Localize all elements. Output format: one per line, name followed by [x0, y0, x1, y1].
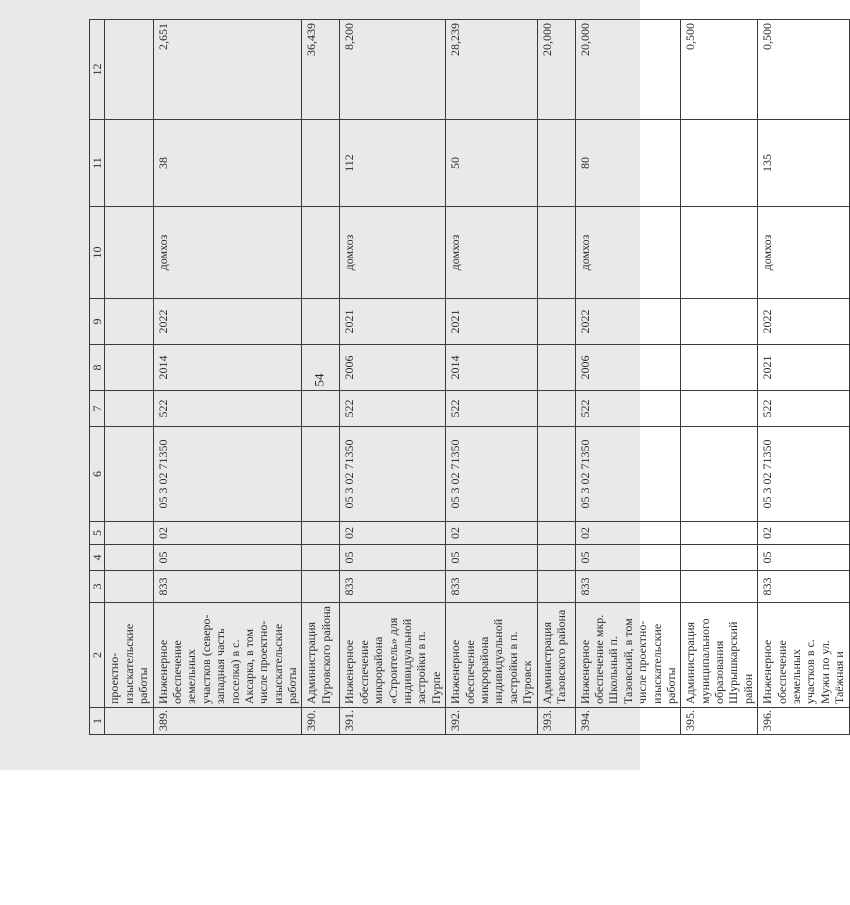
row-name-cell: Администрация Тазовского района — [537, 603, 575, 708]
row-name-cell: Инженерное обеспечение земельных участков в с. Мужи по ул. Таёжная и — [758, 603, 849, 708]
table-cell — [537, 391, 575, 427]
table-cell: 2022 — [575, 299, 681, 345]
table-cell — [537, 299, 575, 345]
table-row — [446, 20, 537, 735]
row-name-cell: Администрация Пуровского района — [302, 603, 340, 708]
table-cell — [537, 207, 575, 299]
table-cell — [681, 522, 758, 545]
table-cell: 20,000 — [575, 20, 681, 120]
page-number: 54 — [311, 373, 327, 387]
row-name-cell: Администрация муниципального образования Шурышкарский район — [681, 603, 758, 708]
table-cell: 522 — [340, 391, 446, 427]
table-cell — [681, 345, 758, 391]
table-cell — [681, 545, 758, 571]
table-cell — [105, 571, 153, 603]
column-header: 3 — [90, 571, 105, 603]
table-cell: 0,500 — [681, 20, 758, 120]
rotated-table-wrapper — [89, 20, 847, 735]
table-cell — [302, 120, 340, 207]
table-cell — [681, 207, 758, 299]
row-name-cell: Инженерное обеспечение микрорайона индивидуальной застройки в п. Пуровск — [446, 603, 537, 708]
table-cell: 02 — [446, 522, 537, 545]
table-cell — [681, 391, 758, 427]
table-cell: 135 — [758, 120, 849, 207]
table-cell: 05 3 02 71350 — [575, 427, 681, 522]
row-number-cell: 395. — [681, 708, 758, 735]
table-cell: 50 — [446, 120, 537, 207]
column-header: 7 — [90, 391, 105, 427]
table-row — [302, 20, 340, 735]
row-number-cell: 392. — [446, 708, 537, 735]
row-number-cell — [105, 708, 153, 735]
column-header: 9 — [90, 299, 105, 345]
table-cell: 833 — [340, 571, 446, 603]
table-row — [681, 20, 758, 735]
table-cell: 02 — [340, 522, 446, 545]
row-number-cell: 389. — [153, 708, 302, 735]
table-cell — [681, 120, 758, 207]
header-row — [90, 20, 105, 735]
table-cell — [302, 545, 340, 571]
table-cell: 833 — [575, 571, 681, 603]
table-cell: 02 — [153, 522, 302, 545]
table-cell: 522 — [575, 391, 681, 427]
table-row — [105, 20, 153, 735]
row-number-cell: 394. — [575, 708, 681, 735]
table-cell — [105, 545, 153, 571]
row-number-cell: 390. — [302, 708, 340, 735]
table-cell: 05 — [340, 545, 446, 571]
table-cell: 80 — [575, 120, 681, 207]
column-header: 1 — [90, 708, 105, 735]
row-name-cell: проектно-изыскательские работы — [105, 603, 153, 708]
table-cell: 2022 — [153, 299, 302, 345]
row-name-cell: Инженерное обеспечение земельных участков (северо-западная часть поселка) в с. Аксарка, в том числе проектно-изыскательские работы — [153, 603, 302, 708]
table-cell: домхоз — [340, 207, 446, 299]
table-cell — [537, 522, 575, 545]
table-cell — [105, 207, 153, 299]
column-header: 4 — [90, 545, 105, 571]
table-cell — [105, 522, 153, 545]
table-cell: 833 — [153, 571, 302, 603]
table-cell — [105, 427, 153, 522]
table-cell — [105, 299, 153, 345]
table-cell: 36,439 — [302, 20, 340, 120]
table-cell: 2014 — [446, 345, 537, 391]
table-cell: 02 — [575, 522, 681, 545]
table-cell — [105, 20, 153, 120]
column-header: 12 — [90, 20, 105, 120]
table-cell — [302, 391, 340, 427]
table-cell: 05 3 02 71350 — [446, 427, 537, 522]
table-cell: 28,239 — [446, 20, 537, 120]
table-cell: 833 — [758, 571, 849, 603]
table-cell: домхоз — [575, 207, 681, 299]
column-header: 11 — [90, 120, 105, 207]
table-cell: 05 — [446, 545, 537, 571]
table-cell: 522 — [446, 391, 537, 427]
budget-table — [89, 19, 850, 735]
table-cell — [537, 571, 575, 603]
table-cell — [302, 207, 340, 299]
table-cell: домхоз — [758, 207, 849, 299]
column-header: 6 — [90, 427, 105, 522]
table-row — [153, 20, 302, 735]
table-cell — [105, 391, 153, 427]
table-cell — [681, 427, 758, 522]
table-cell — [302, 345, 340, 391]
table-cell: 20,000 — [537, 20, 575, 120]
table-cell: домхоз — [446, 207, 537, 299]
table-cell: 05 3 02 71350 — [340, 427, 446, 522]
column-header: 10 — [90, 207, 105, 299]
table-cell: 2022 — [758, 299, 849, 345]
table-cell — [302, 522, 340, 545]
row-number-cell: 393. — [537, 708, 575, 735]
table-cell: 38 — [153, 120, 302, 207]
table-cell: домхоз — [153, 207, 302, 299]
table-cell: 2006 — [340, 345, 446, 391]
table-cell: 05 — [575, 545, 681, 571]
table-row — [537, 20, 575, 735]
table-cell: 2006 — [575, 345, 681, 391]
table-cell: 2014 — [153, 345, 302, 391]
table-cell: 8,200 — [340, 20, 446, 120]
table-cell — [105, 120, 153, 207]
table-cell: 02 — [758, 522, 849, 545]
row-number-cell: 396. — [758, 708, 849, 735]
table-cell: 2021 — [758, 345, 849, 391]
table-cell — [681, 571, 758, 603]
table-cell: 2021 — [446, 299, 537, 345]
table-cell — [537, 345, 575, 391]
table-cell: 05 — [153, 545, 302, 571]
column-header: 2 — [90, 603, 105, 708]
row-number-cell: 391. — [340, 708, 446, 735]
table-cell: 833 — [446, 571, 537, 603]
table-cell: 522 — [758, 391, 849, 427]
table-cell — [302, 571, 340, 603]
table-cell — [537, 120, 575, 207]
table-cell — [537, 427, 575, 522]
table-row — [340, 20, 446, 735]
column-header: 5 — [90, 522, 105, 545]
table-cell: 522 — [153, 391, 302, 427]
table-cell: 0,500 — [758, 20, 849, 120]
table-cell: 05 3 02 71350 — [758, 427, 849, 522]
table-row — [575, 20, 681, 735]
table-cell: 05 — [758, 545, 849, 571]
row-name-cell: Инженерное обеспечение мкр. Школьный п. Тазовский, в том числе проектно-изыскательские работы — [575, 603, 681, 708]
table-cell — [105, 345, 153, 391]
table-cell: 05 3 02 71350 — [153, 427, 302, 522]
row-name-cell: Инженерное обеспечение микрорайона «Строитель» для индивидуальной застройки в п. Пурпе — [340, 603, 446, 708]
table-row — [758, 20, 849, 735]
table-cell — [537, 545, 575, 571]
table-cell: 2,651 — [153, 20, 302, 120]
column-header: 8 — [90, 345, 105, 391]
table-cell: 112 — [340, 120, 446, 207]
table-cell — [302, 427, 340, 522]
table-cell — [681, 299, 758, 345]
table-cell — [302, 299, 340, 345]
table-cell: 2021 — [340, 299, 446, 345]
